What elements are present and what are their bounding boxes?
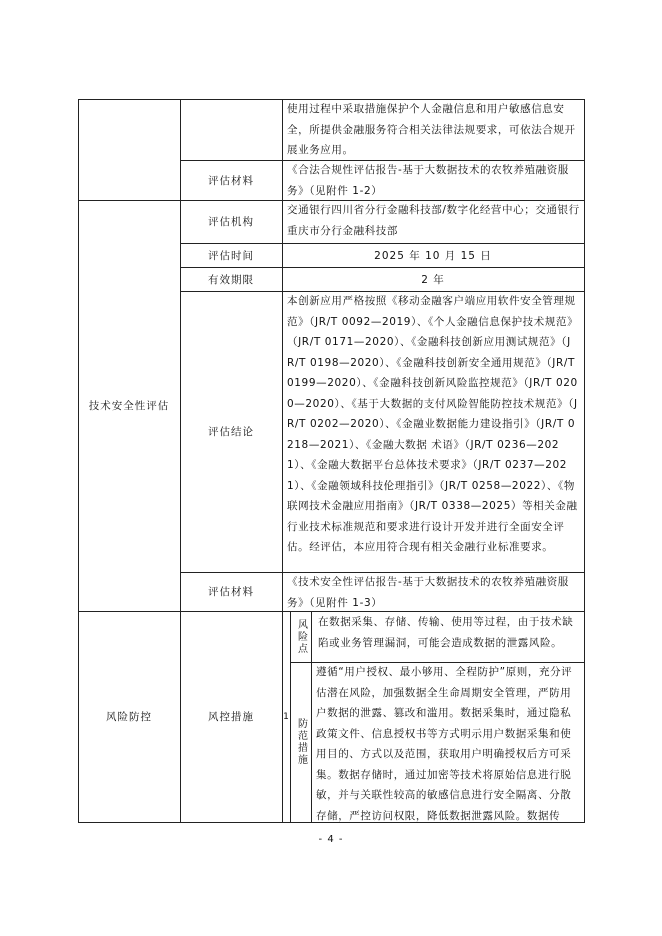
assessment-time-value: 2025 年 10 月 15 日 <box>374 249 492 262</box>
tech-security-section-label: 技术安全性评估 <box>88 400 170 412</box>
assessment-conclusion-label: 评估结论 <box>208 426 254 438</box>
table-rule <box>78 822 584 823</box>
tech-material-label: 评估材料 <box>208 586 254 598</box>
page-number: - 4 - <box>318 834 344 845</box>
validity-value: 2 年 <box>421 273 445 286</box>
risk-point-label: 风险点 <box>295 618 307 655</box>
validity-label: 有效期限 <box>208 273 254 286</box>
prevention-text: 遵循“用户授权、最小够用、全程防护”原则，充分评估潜在风险，加强数据全生命周期安全管理，严防用户数据的泄露、篡改和滥用。数据采集时，通过隐私政策文件、信息授权书等方式明示用户数据采集和使用目的、方式以及范围，获取用户明确授权后方可采集。数据存储时，通过加密等技术将原始信息进行脱敏，并与关联性较高的敏感信息进行安全隔离、分散存储，严控访问权限，降低数据泄露风险。数据传 <box>316 666 573 822</box>
assessment-org-label: 评估机构 <box>208 216 254 228</box>
risk-control-section-label: 风险防控 <box>106 711 152 723</box>
table-rule <box>584 99 585 823</box>
prevention-label: 防范措施 <box>295 718 307 766</box>
compliance-material-label: 评估材料 <box>208 174 254 187</box>
assessment-time-label: 评估时间 <box>208 249 254 262</box>
assessment-org-text: 交通银行四川省分行金融科技部/数字化经营中心；交通银行重庆市分行金融科技部 <box>287 204 580 237</box>
table-rule <box>311 611 312 823</box>
continuation-text: 使用过程中采取措施保护个人金融信息和用户敏感信息安全，所提供金融服务符合相关法律法规要求，可依法合规开展业务应用。 <box>287 103 576 156</box>
assessment-conclusion-text: 本创新应用严格按照《移动金融客户端应用软件安全管理规范》（JR/T 0092—2019）、《个人金融信息保护技术规范》（JR/T 0171—2020）、《金融科技创新应用测试规范》（JR/T 0198—2020）、《金融科技创新安全通用规范》（JR/T 0199—2020）、《金融科技创新风险监控规范》（JR/T 0200—2020）、《基于大数据的支付风险智能防控技术规范》（JR/T 0202—2020）、《金融业数据能力建设指引》（JR/T 0218—2021）、《金融大数据 术语》（JR/T 0236—2021）、《金融大数据平台总体技术要求》（JR/T 0237—2021）、《金融领域科技伦理指引》（JR/T 0258—2022）、《物联网技术金融应用指南》（JR/T 0338—2025）等相关金融行业技术标准规范和要求进行设计开发并进行全面安全评估。经评估，本应用符合现有相关金融行业标准要求。 <box>287 295 579 553</box>
risk-point-text: 在数据采集、存储、传输、使用等过程，由于技术缺陷或业务管理漏洞，可能会造成数据的泄露风险。 <box>318 616 574 649</box>
risk-measures-label: 风控措施 <box>208 711 254 723</box>
tech-material-text: 《技术安全性评估报告-基于大数据技术的农牧养殖融资服务》（见附件 1-3） <box>287 576 569 609</box>
compliance-material-text: 《合法合规性评估报告-基于大数据技术的农牧养殖融资服务》（见附件 1-2） <box>287 164 569 197</box>
risk-item-index: 1 <box>283 711 289 722</box>
